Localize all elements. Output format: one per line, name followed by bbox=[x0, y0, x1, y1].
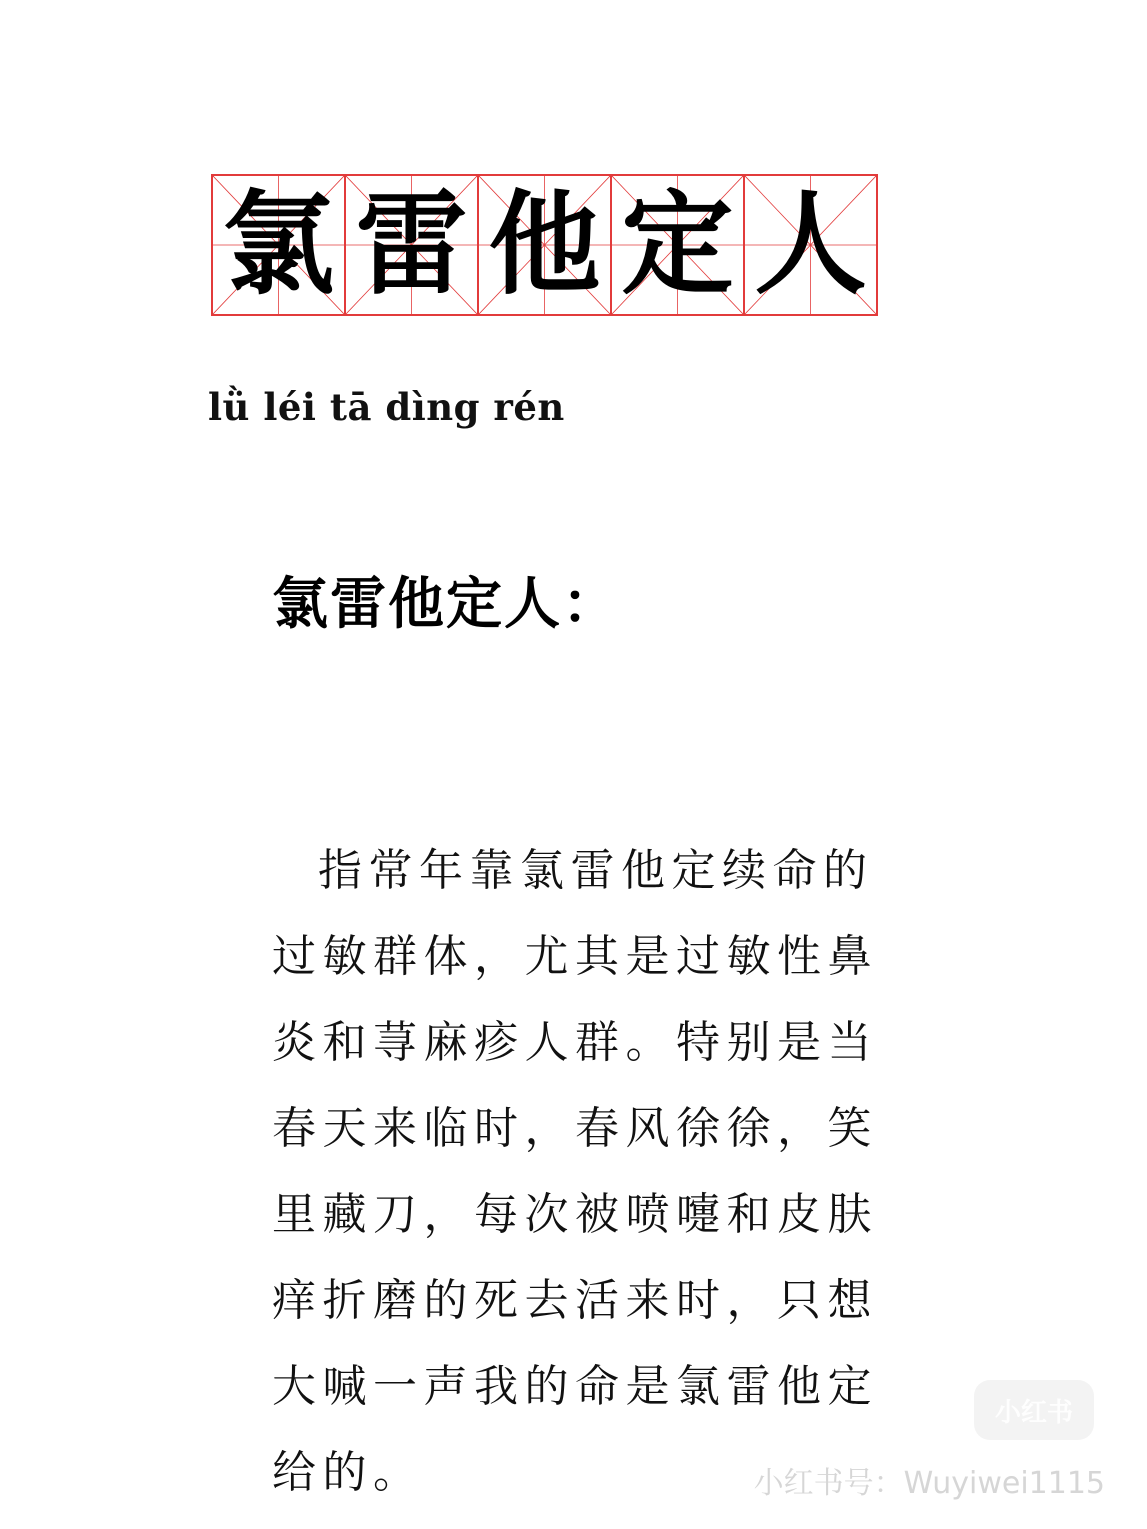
term-subtitle: 氯雷他定人： bbox=[272, 572, 620, 637]
xiaohongshu-logo: 小红书 bbox=[974, 1380, 1094, 1440]
grid-cell bbox=[745, 174, 878, 316]
heading-character: 人 bbox=[754, 180, 867, 310]
definition-paragraph: 指常年靠氯雷他定续命的过敏群体，尤其是过敏性鼻炎和荨麻疹人群。特别是当春天来临时，春风徐徐，笑里藏刀，每次被喷嚏和皮肤痒折磨的死去活来时，只想大喊一声我的命是氯雷他定给的。 bbox=[272, 845, 878, 1498]
grid-cell bbox=[479, 174, 612, 316]
heading-character: 他 bbox=[488, 180, 601, 310]
pinyin-line: lǜ léi tā dìng rén bbox=[208, 385, 565, 429]
heading-character: 雷 bbox=[355, 180, 468, 310]
heading-grid bbox=[211, 174, 878, 316]
account-id-watermark: 小红书号：Wuyiwei1115 bbox=[753, 1466, 1105, 1501]
grid-cell bbox=[213, 174, 346, 316]
heading-character: 氯 bbox=[222, 180, 335, 310]
grid-cell bbox=[346, 174, 479, 316]
heading-character: 定 bbox=[621, 180, 734, 310]
grid-cell bbox=[612, 174, 745, 316]
